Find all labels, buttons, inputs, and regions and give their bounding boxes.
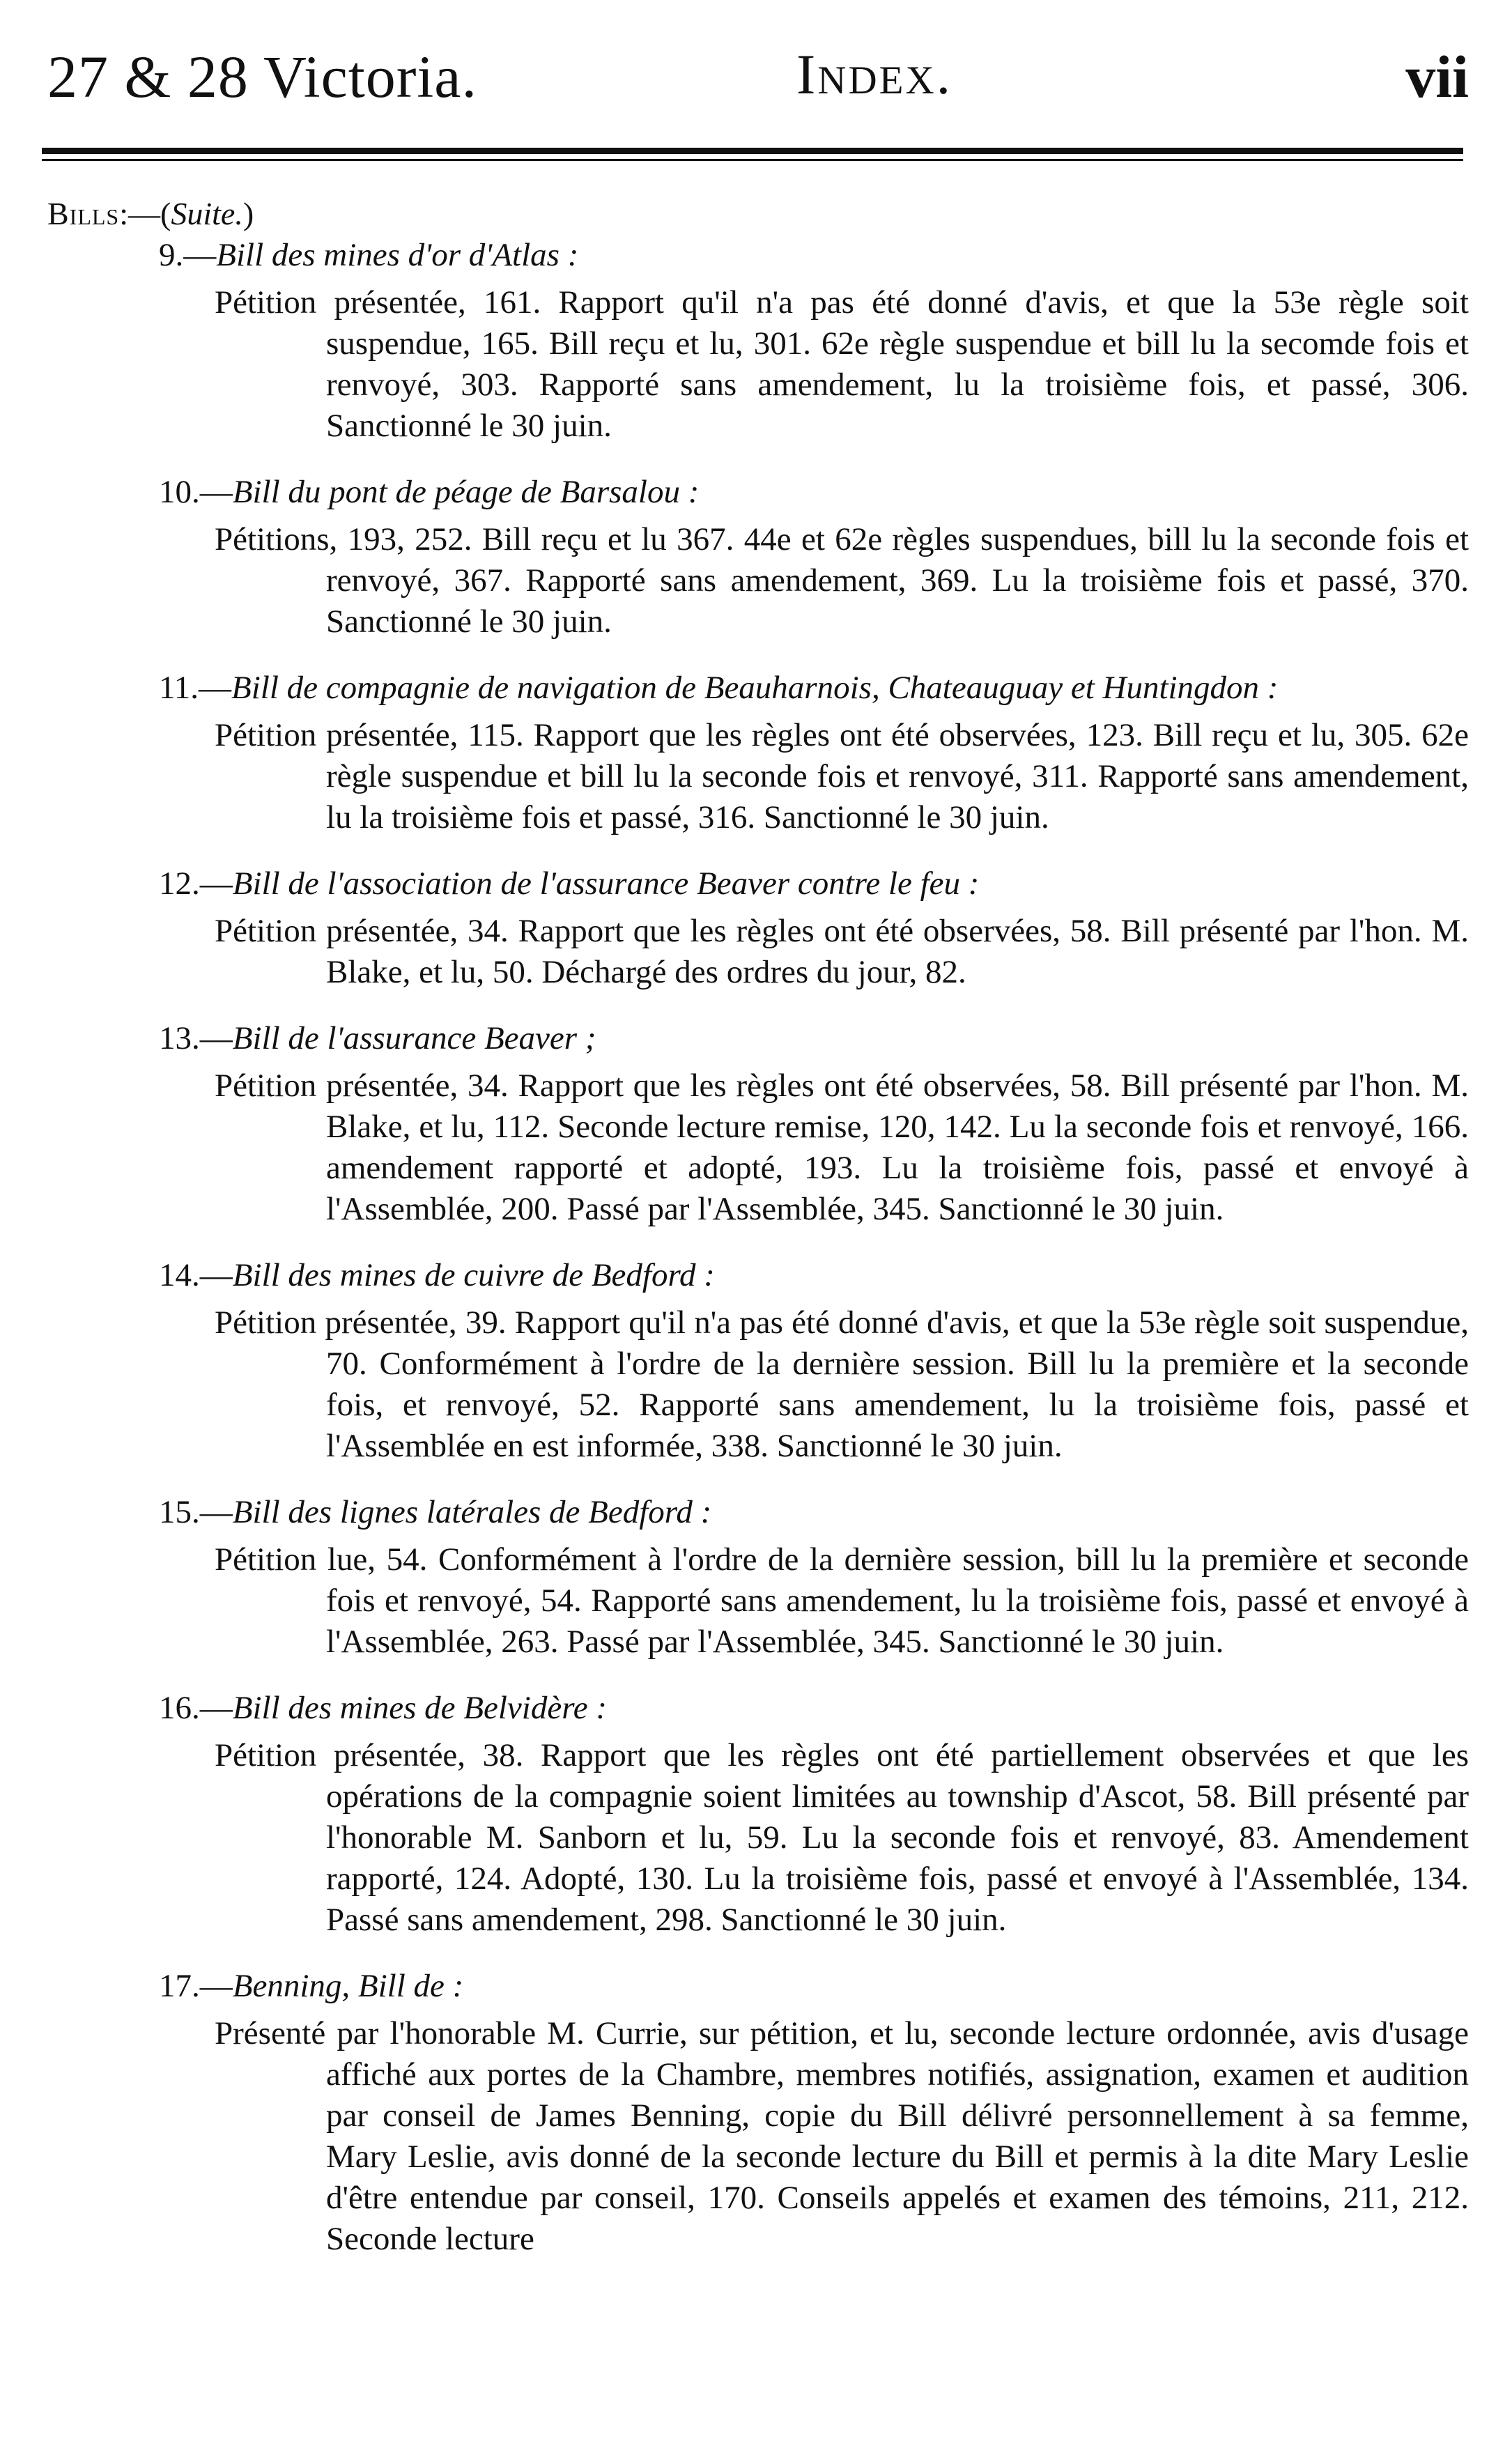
entry-name: Bill de l'assurance Beaver ; bbox=[232, 1020, 596, 1056]
section-suffix: :—( bbox=[119, 196, 171, 231]
section-label: Bills bbox=[47, 196, 120, 231]
entry-name: Bill des lignes latérales de Bedford : bbox=[232, 1494, 712, 1530]
index-entry bbox=[47, 862, 1469, 993]
entry-body: Pétitions, 193, 252. Bill reçu et lu 367. 44e et 62e règles suspendues, bill lu la seconde fois et renvoyé, 367. Rapporté sans amendement, 369. Lu la troisième fois et passé, 370. Sanctionné le 30 juin. bbox=[215, 521, 1469, 640]
entry-body: Pétition présentée, 161. Rapport qu'il n'a pas été donné d'avis, et que la 53e règle soit suspendue, 165. Bill reçu et lu, 301. 62e règle suspendue et bill lu la secomde fois et renvoyé, 303. Rapporté sans amendement, lu la troisième fois, et passé, 306. Sanctionné le 30 juin. bbox=[215, 284, 1469, 444]
entry-number: 13.— bbox=[159, 1020, 233, 1056]
section-heading bbox=[47, 195, 254, 232]
header-rule-thin bbox=[42, 159, 1463, 161]
page-number: vii bbox=[1405, 43, 1469, 110]
entry-name: Bill des mines de cuivre de Bedford : bbox=[232, 1257, 715, 1293]
index-entry bbox=[47, 1686, 1469, 1941]
entry-number: 10.— bbox=[159, 474, 233, 510]
running-header bbox=[47, 28, 1469, 125]
header-volume: 27 & 28 Victoria. bbox=[47, 43, 477, 110]
header-title bbox=[796, 42, 952, 107]
section-close: ) bbox=[242, 196, 254, 231]
entry-title bbox=[159, 1017, 1469, 1060]
section-suite: Suite. bbox=[171, 196, 243, 231]
entry-title bbox=[159, 1254, 1469, 1297]
entry-body: Présenté par l'honorable M. Currie, sur pétition, et lu, seconde lecture ordonnée, avis d'usage affiché aux portes de la Chambre, membres notifiés, assignation, examen et audition par conseil de James Benning, copie du Bill délivré personnellement à sa femme, Mary Leslie, avis donné de la seconde lecture du Bill et permis à la dite Mary Leslie d'être entendue par conseil, 170. Conseils appelés et examen des témoins, 211, 212. Seconde lecture bbox=[215, 2015, 1469, 2257]
entry-title bbox=[159, 470, 1469, 514]
entry-name: Bill de compagnie de navigation de Beauharnois, Chateauguay et Huntingdon : bbox=[231, 670, 1279, 706]
header-rule-thick bbox=[42, 148, 1463, 154]
entry-name: Bill de l'association de l'assurance Beaver contre le feu : bbox=[232, 865, 980, 902]
entry-title bbox=[159, 233, 1469, 277]
entry-body: Pétition présentée, 39. Rapport qu'il n'a pas été donné d'avis, et que la 53e règle soit suspendue, 70. Conformément à l'ordre de la dernière session. Bill lu la première et la seconde fois, et renvoyé, 52. Rapporté sans amendement, lu la troisième fois, passé et l'Assemblée en est informée, 338. Sanctionné le 30 juin. bbox=[215, 1304, 1469, 1464]
entry-body: Pétition présentée, 115. Rapport que les règles ont été observées, 123. Bill reçu et lu, 305. 62e règle suspendue et bill lu la seconde fois et renvoyé, 311. Rapporté sans amendement, lu la troisième fois et passé, 316. Sanctionné le 30 juin. bbox=[215, 717, 1469, 836]
entry-name: Bill des mines d'or d'Atlas : bbox=[216, 237, 579, 273]
entry-name: Bill des mines de Belvidère : bbox=[232, 1690, 608, 1726]
index-entry bbox=[47, 470, 1469, 642]
index-entry bbox=[47, 666, 1469, 838]
entry-body: Pétition présentée, 34. Rapport que les règles ont été observées, 58. Bill présenté par l'hon. M. Blake, et lu, 50. Déchargé des ordres du jour, 82. bbox=[215, 913, 1469, 990]
entry-title bbox=[159, 666, 1469, 709]
entry-number: 14.— bbox=[159, 1257, 233, 1293]
header-title-text: Index. bbox=[796, 43, 953, 106]
entry-number: 12.— bbox=[159, 865, 233, 902]
entry-title bbox=[159, 1964, 1469, 2008]
index-entry bbox=[47, 233, 1469, 447]
index-entry bbox=[47, 1491, 1469, 1663]
entry-title bbox=[159, 1491, 1469, 1534]
index-entry bbox=[47, 1254, 1469, 1467]
entry-body: Pétition lue, 54. Conformément à l'ordre de la dernière session, bill lu la première et seconde fois et renvoyé, 54. Rapporté sans amendement, lu la troisième fois, passé et envoyé à l'Assemblée, 263. Passé par l'Assemblée, 345. Sanctionné le 30 juin. bbox=[215, 1541, 1469, 1660]
index-entry bbox=[47, 1017, 1469, 1230]
entry-name: Benning, Bill de : bbox=[232, 1968, 464, 2004]
entry-number: 11.— bbox=[159, 670, 232, 706]
index-entry bbox=[47, 1964, 1469, 2260]
index-entries bbox=[47, 233, 1469, 2284]
entry-body: Pétition présentée, 38. Rapport que les règles ont été partiellement observées et que les opérations de la compagnie soient limitées au township d'Ascot, 58. Bill présenté par l'honorable M. Sanborn et lu, 59. Lu la seconde fois et renvoyé, 83. Amendement rapporté, 124. Adopté, 130. Lu la troisième fois, passé et envoyé à l'Assemblée, 134. Passé sans amendement, 298. Sanctionné le 30 juin. bbox=[215, 1737, 1469, 1938]
entry-title bbox=[159, 862, 1469, 905]
entry-number: 17.— bbox=[159, 1968, 233, 2004]
entry-number: 15.— bbox=[159, 1494, 233, 1530]
entry-number: 16.— bbox=[159, 1690, 233, 1726]
entry-body: Pétition présentée, 34. Rapport que les règles ont été observées, 58. Bill présenté par l'hon. M. Blake, et lu, 112. Seconde lecture remise, 120, 142. Lu la seconde fois et renvoyé, 166. amendement rapporté et adopté, 193. Lu la troisième fois, passé et envoyé à l'Assemblée, 200. Passé par l'Assemblée, 345. Sanctionné le 30 juin. bbox=[215, 1068, 1469, 1227]
entry-number: 9.— bbox=[159, 237, 217, 273]
entry-title bbox=[159, 1686, 1469, 1730]
entry-name: Bill du pont de péage de Barsalou : bbox=[232, 474, 700, 510]
